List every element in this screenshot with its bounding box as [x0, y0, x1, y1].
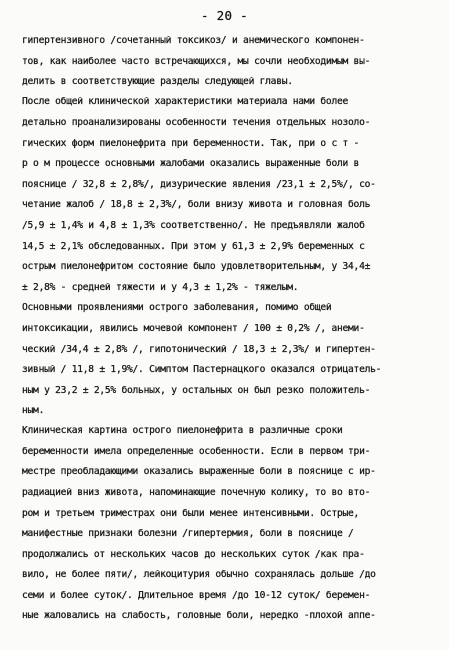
- text-line: 14,5 ± 2,1% обследованных. При этом у 61,3 ± 2,9% беременных с: [22, 242, 365, 252]
- text-line: ± 2,8% - средней тяжести и у 4,3 ± 1,2% - тяжелым.: [22, 283, 299, 293]
- text-line: детально проанализированы особенности течения отдельных нозоло-: [22, 118, 371, 128]
- text-line: радиацией вниз живота, напоминающие почечную колику, то во вто-: [22, 488, 371, 498]
- text-line: местре преобладающими оказались выраженные боли в пояснице с ир-: [22, 467, 376, 477]
- text-line: четание жалоб / 18,8 ± 2,3%/, боли внизу живота и головная боль: [22, 200, 371, 210]
- text-line: После общей клинической характеристики материала нами более: [22, 97, 349, 107]
- text-line: ческий /34,4 ± 2,8% /, гипотонический / 18,3 ± 2,3%/ и гипертен-: [22, 345, 376, 355]
- text-line: гипертензивного /сочетанный токсикоз/ и анемического компонен-: [22, 36, 365, 46]
- text-line: беременности имела определенные особенности. Если в первом три-: [22, 447, 371, 457]
- text-line: делить в соответствующие разделы следующей главы.: [22, 77, 293, 87]
- text-line: ром и третьем триместрах они были менее интенсивными. Острые,: [22, 509, 360, 519]
- text-line: /5,9 ± 1,4% и 4,8 ± 1,3% соответственно/. Не предъявляли жалоб: [22, 221, 365, 231]
- text-line: ным у 23,2 ± 2,5% больных, у остальных он был резко положитель-: [22, 386, 371, 396]
- text-line: р о м процессе основными жалобами оказались выраженные боли в: [22, 159, 360, 169]
- text-line: гических форм пиелонефрита при беременности. Так, при о с т -: [22, 139, 360, 149]
- text-line: ные жаловались на слабость, головные боли, нередко -плохой аппе-: [22, 611, 376, 621]
- text-line: семи и более суток/. Длительное время /до 10-12 суток/ беремен-: [22, 591, 371, 601]
- text-line: тов, как наиболее часто встречающихся, мы сочли необходимым вы-: [22, 57, 371, 67]
- page-number: - 20 -: [201, 8, 248, 23]
- text-line: интоксикации, явились мочевой компонент / 100 ± 0,2% /, анеми-: [22, 324, 365, 334]
- text-line: вило, не более пяти/, лейкоцитурия обычно сохранялась дольше /до: [22, 570, 376, 580]
- text-line: продолжались от нескольких часов до нескольких суток /как пра-: [22, 550, 365, 560]
- text-line: ным.: [22, 406, 45, 416]
- text-line: Основными проявлениями острого заболевания, помимо общей: [22, 303, 332, 313]
- text-line: манифестные признаки болезни /гипертермия, боли в пояснице /: [22, 529, 354, 539]
- text-line: пояснице / 32,8 ± 2,8%/, дизурические явления /23,1 ± 2,5%/, со-: [22, 180, 376, 190]
- text-line: Клиническая картина острого пиелонефрита в различные сроки: [22, 426, 343, 436]
- text-line: зивный / 11,8 ± 1,9%/. Симптом Пастернацкого оказался отрицатель-: [22, 365, 382, 375]
- text-line: острым пиелонефритом состояние было удовлетворительным, у 34,4±: [22, 262, 371, 272]
